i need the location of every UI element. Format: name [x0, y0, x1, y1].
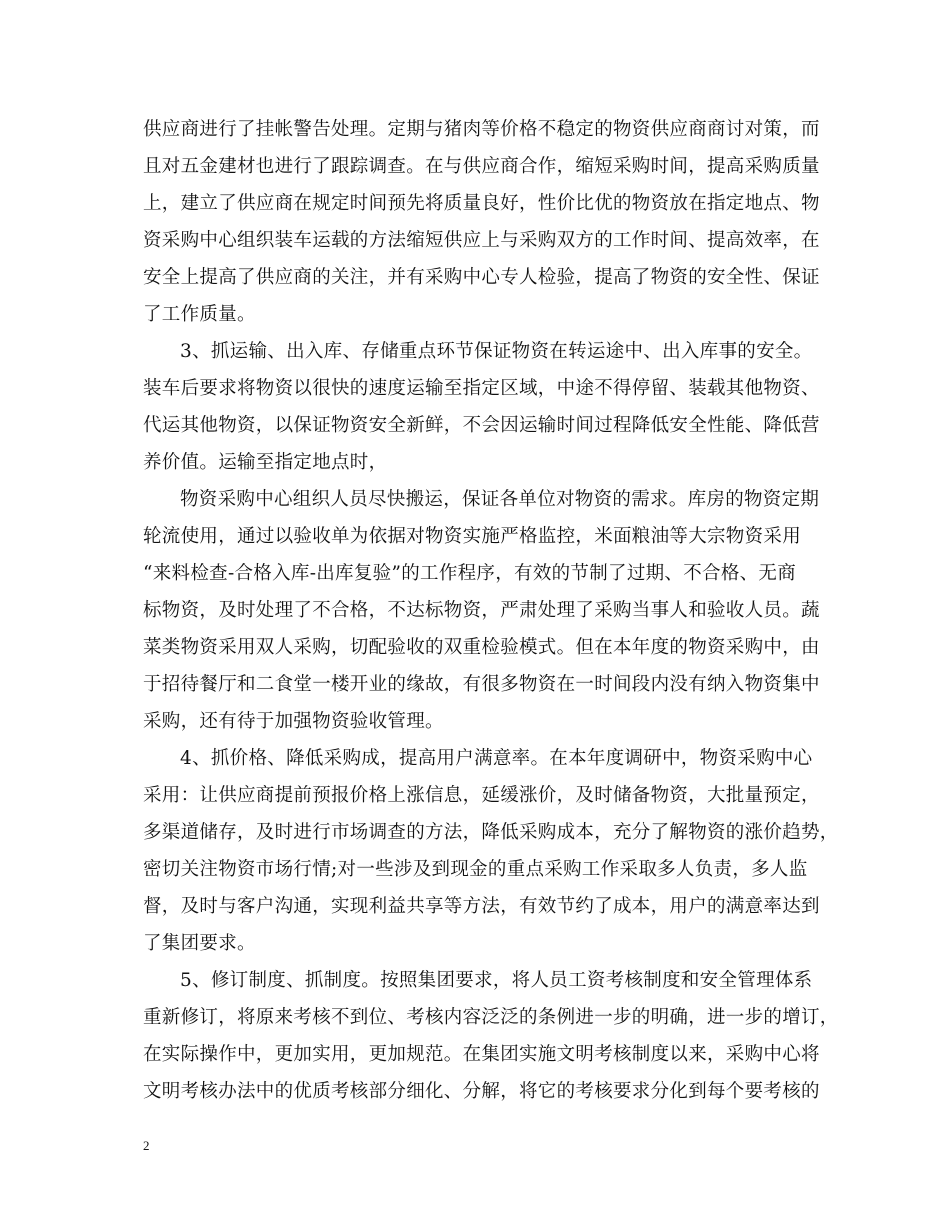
text-line: 在实际操作中，更加实用，更加规范。在集团实施文明考核制度以来，采购中心将 [143, 1044, 820, 1065]
text-line: 物资采购中心组织人员尽快搬运，保证各单位对物资的需求。库房的物资定期 [180, 489, 820, 510]
text-line: 代运其他物资，以保证物资安全新鲜，不会因运输时间过程降低安全性能、降低营 [143, 415, 820, 436]
page-number: 2 [143, 1138, 150, 1153]
text-line: 了集团要求。 [143, 933, 256, 954]
text-line: 轮流使用，通过以验收单为依据对物资实施严格监控，米面粮油等大宗物资采用 [143, 526, 802, 547]
text-line: “来料检查-合格入库-出库复验”的工作程序，有效的节制了过期、不合格、无商 [143, 563, 797, 584]
text-line: 采用：让供应商提前预报价格上涨信息，延缓涨价，及时储备物资，大批量预定， [143, 785, 820, 806]
text-line: 且对五金建材也进行了跟踪调查。在与供应商合作，缩短采购时间，提高采购质量 [143, 156, 820, 177]
text-line: 标物资，及时处理了不合格，不达标物资，严肃处理了采购当事人和验收人员。蔬 [143, 600, 820, 621]
text-line: 密切关注物资市场行情;对一些涉及到现金的重点采购工作采取多人负责，多人监 [143, 859, 808, 880]
text-line: 5、修订制度、抓制度。按照集团要求，将人员工资考核制度和安全管理体系 [180, 970, 813, 991]
text-line: 上，建立了供应商在规定时间预先将质量良好，性价比优的物资放在指定地点、物 [143, 193, 820, 214]
text-line: 文明考核办法中的优质考核部分细化、分解，将它的考核要求分化到每个要考核的 [143, 1081, 820, 1102]
text-line: 4、抓价格、降低采购成，提高用户满意率。在本年度调研中，物资采购中心 [180, 748, 813, 769]
text-line: 督，及时与客户沟通，实现利益共享等方法，有效节约了成本，用户的满意率达到 [143, 896, 820, 917]
text-line: 采购，还有待于加强物资验收管理。 [143, 711, 444, 732]
text-line: 重新修订，将原来考核不到位、考核内容泛泛的条例进一步的明确，进一步的增订， [143, 1007, 839, 1028]
text-line: 了工作质量。 [143, 304, 256, 325]
text-line: 3、抓运输、出入库、存储重点环节保证物资在转运途中、出入库事的安全。 [180, 341, 813, 362]
text-line: 养价值。运输至指定地点时， [143, 452, 388, 473]
text-line: 于招待餐厅和二食堂一楼开业的缘故，有很多物资在一时间段内没有纳入物资集中 [143, 674, 820, 695]
text-line: 安全上提高了供应商的关注，并有采购中心专人检验，提高了物资的安全性、保证 [143, 267, 820, 288]
text-line: 多渠道储存，及时进行市场调查的方法，降低采购成本，充分了解物资的涨价趋势， [143, 822, 839, 843]
text-line: 资采购中心组织装车运载的方法缩短供应上与采购双方的工作时间、提高效率，在 [143, 230, 820, 251]
text-line: 装车后要求将物资以很快的速度运输至指定区域，中途不得停留、装载其他物资、 [143, 378, 820, 399]
text-line: 菜类物资采用双人采购，切配验收的双重检验模式。但在本年度的物资采购中，由 [143, 637, 820, 658]
text-line: 供应商进行了挂帐警告处理。定期与猪肉等价格不稳定的物资供应商商讨对策，而 [143, 119, 820, 140]
